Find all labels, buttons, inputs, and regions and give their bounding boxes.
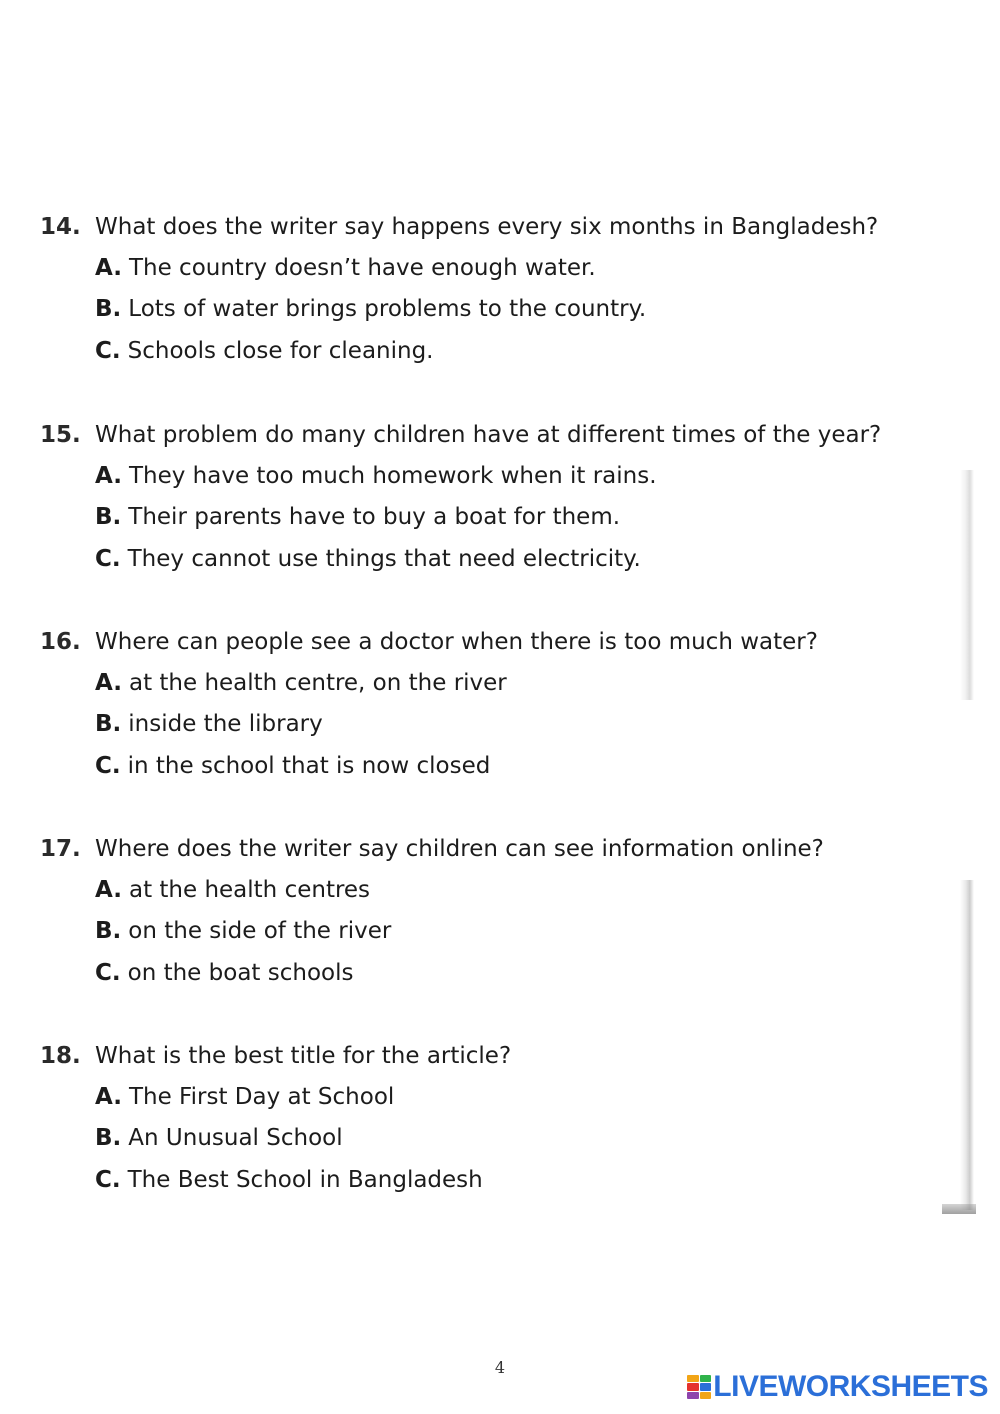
option-text: They have too much homework when it rains. — [128, 462, 657, 489]
option-text: The Best School in Bangladesh — [127, 1166, 483, 1193]
option-letter: B. — [95, 1125, 122, 1152]
option-text: at the health centre, on the river — [128, 669, 507, 696]
question-number: 18. — [40, 1042, 81, 1069]
scan-shadow-corner — [942, 1204, 976, 1214]
option-letter: B. — [95, 504, 122, 531]
option-letter: C. — [95, 1166, 121, 1193]
option-text: An Unusual School — [128, 1125, 343, 1152]
option-text: Schools close for cleaning. — [127, 337, 434, 364]
option-letter: A. — [95, 876, 122, 903]
answer-option-b[interactable] — [40, 497, 980, 539]
page-number: 4 — [494, 1358, 506, 1377]
option-letter: A. — [95, 254, 122, 281]
answer-option-b[interactable] — [40, 704, 980, 746]
option-letter: C. — [95, 337, 121, 364]
answer-option-c[interactable] — [40, 330, 980, 372]
question-17 — [40, 828, 980, 994]
question-16 — [40, 621, 980, 787]
option-letter: A. — [95, 462, 122, 489]
answer-option-b[interactable] — [40, 289, 980, 331]
question-stem — [40, 828, 980, 869]
answer-option-a[interactable] — [40, 455, 980, 497]
question-number: 15. — [40, 421, 81, 448]
option-text: The country doesn’t have enough water. — [128, 254, 596, 281]
question-number: 16. — [40, 628, 81, 655]
option-letter: B. — [95, 296, 122, 323]
question-18 — [40, 1035, 980, 1201]
liveworksheets-logo-icon — [687, 1375, 711, 1399]
question-stem — [40, 1035, 980, 1076]
option-letter: B. — [95, 711, 122, 738]
answer-option-c[interactable] — [40, 538, 980, 580]
question-14 — [40, 206, 980, 372]
liveworksheets-brand[interactable] — [687, 1370, 988, 1404]
answer-option-c[interactable] — [40, 952, 980, 994]
option-letter: C. — [95, 545, 121, 572]
option-text: Their parents have to buy a boat for them. — [128, 504, 621, 531]
answer-option-b[interactable] — [40, 1118, 980, 1160]
brand-name: LIVEWORKSHEETS — [713, 1370, 988, 1403]
question-number: 17. — [40, 835, 81, 862]
option-text: They cannot use things that need electricity. — [127, 545, 641, 572]
question-stem — [40, 621, 980, 662]
option-text: The First Day at School — [128, 1083, 395, 1110]
option-text: in the school that is now closed — [127, 752, 491, 779]
answer-option-b[interactable] — [40, 911, 980, 953]
option-text: Lots of water brings problems to the country. — [128, 296, 647, 323]
question-number: 14. — [40, 213, 81, 240]
option-letter: C. — [95, 752, 121, 779]
answer-option-a[interactable] — [40, 247, 980, 289]
question-stem — [40, 414, 980, 455]
option-letter: A. — [95, 669, 122, 696]
question-stem — [40, 206, 980, 247]
answer-option-a[interactable] — [40, 662, 980, 704]
answer-option-a[interactable] — [40, 869, 980, 911]
question-text: What does the writer say happens every six months in Bangladesh? — [95, 213, 879, 240]
answer-option-a[interactable] — [40, 1076, 980, 1118]
option-letter: B. — [95, 918, 122, 945]
option-letter: A. — [95, 1083, 122, 1110]
answer-option-c[interactable] — [40, 745, 980, 787]
question-text: What problem do many children have at different times of the year? — [95, 421, 882, 448]
option-text: inside the library — [128, 711, 323, 738]
question-text: What is the best title for the article? — [95, 1042, 512, 1069]
option-text: on the boat schools — [127, 959, 354, 986]
option-text: at the health centres — [128, 876, 371, 903]
answer-option-c[interactable] — [40, 1159, 980, 1201]
question-text: Where does the writer say children can see information online? — [95, 835, 824, 862]
question-15 — [40, 414, 980, 580]
option-letter: C. — [95, 959, 121, 986]
option-text: on the side of the river — [128, 918, 392, 945]
question-text: Where can people see a doctor when there is too much water? — [95, 628, 818, 655]
